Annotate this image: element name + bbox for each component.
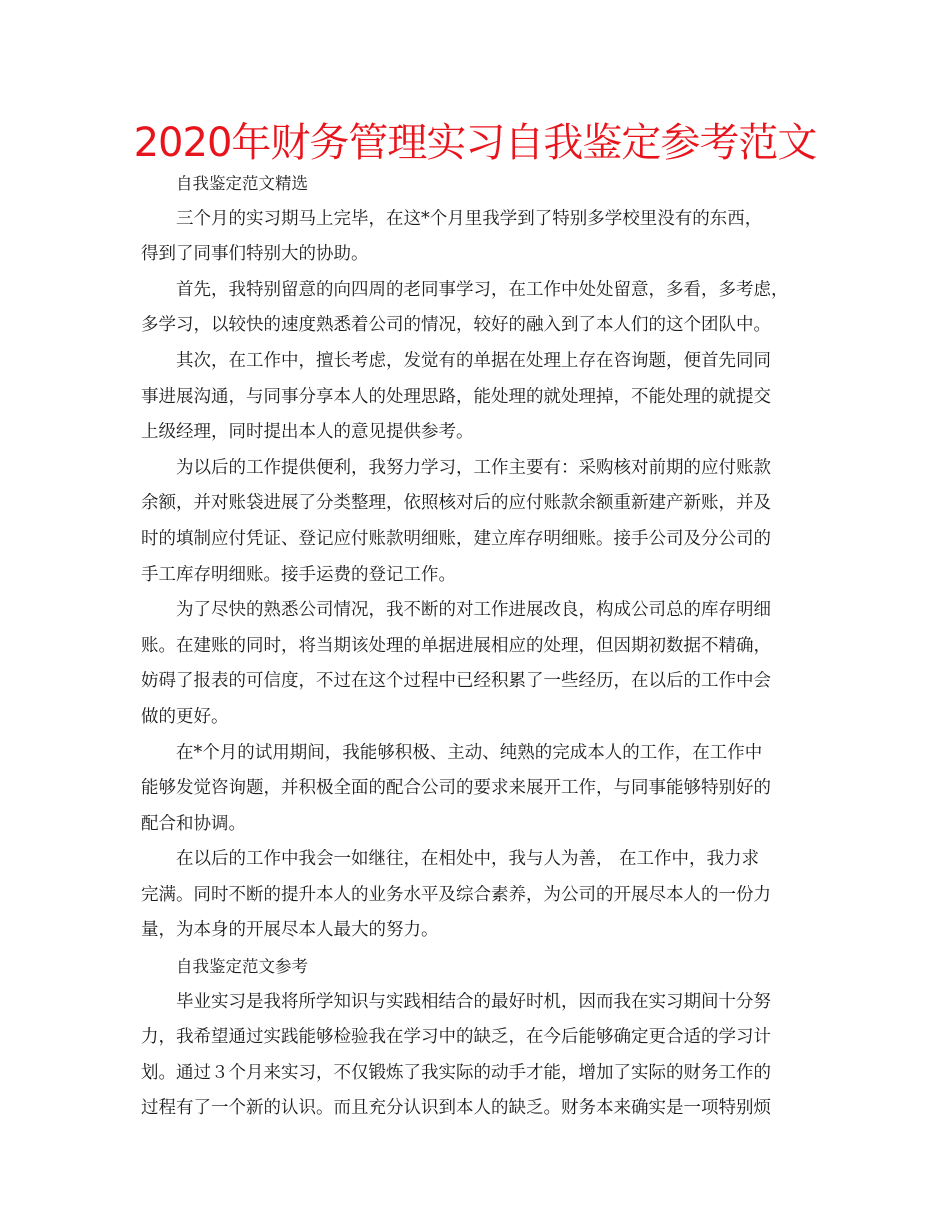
paragraph-line: 力，我希望通过实践能够检验我在学习中的缺乏，在今后能够确定更合适的学习计 [141, 1027, 771, 1048]
paragraph-line: 量，为本身的开展尽本人最大的努力。 [141, 920, 439, 941]
paragraph-line: 上级经理，同时提出本人的意见提供参考。 [141, 422, 474, 443]
paragraph-line: 三个月的实习期马上完毕，在这*个月里我学到了特别多学校里没有的东西， [176, 208, 763, 229]
paragraph-line: 得到了同事们特别大的协助。 [141, 244, 369, 265]
paragraph-line: 做的更好。 [141, 706, 229, 727]
document-body [141, 166, 821, 1127]
paragraph-line: 妨碍了报表的可信度，不过在这个过程中已经积累了一些经历，在以后的工作中会 [141, 671, 771, 692]
paragraph-line: 事进展沟通，与同事分享本人的处理思路，能处理的就处理掉，不能处理的就提交 [141, 386, 771, 407]
paragraph-line: 手工库存明细账。接手运费的登记工作。 [141, 564, 456, 585]
paragraph-line: 首先，我特别留意的向四周的老同事学习，在工作中处处留意，多看，多考虑， [176, 279, 789, 300]
paragraph-line: 其次，在工作中，擅长考虑，发觉有的单据在处理上存在咨询题，便首先同同 [176, 350, 771, 371]
paragraph-line: 余额，并对账袋进展了分类整理，依照核对后的应付账款余额重新建产新账，并及 [141, 493, 771, 514]
section-heading: 自我鉴定范文精选 [176, 174, 308, 193]
paragraph-line: 划。通过３个月来实习，不仅锻炼了我实际的动手才能，增加了实际的财务工作的 [141, 1062, 771, 1083]
paragraph-line: 账。在建账的同时，将当期该处理的单据进展相应的处理，但因期初数据不精确， [141, 635, 771, 656]
paragraph-line: 完满。同时不断的提升本人的业务水平及综合素养，为公司的开展尽本人的一份力 [141, 884, 771, 905]
paragraph-line: 为了尽快的熟悉公司情况，我不断的对工作进展改良，构成公司总的库存明细 [176, 600, 771, 621]
section-heading: 自我鉴定范文参考 [176, 957, 308, 977]
paragraph-line: 多学习，以较快的速度熟悉着公司的情况，较好的融入到了本人们的这个团队中。 [141, 315, 771, 336]
paragraph-line: 能够发觉咨询题，并积极全面的配合公司的要求来展开工作，与同事能够特别好的 [141, 778, 771, 799]
paragraph-line: 在*个月的试用期间，我能够积极、主动、纯熟的完成本人的工作，在工作中 [176, 742, 763, 763]
paragraph-line: 毕业实习是我将所学知识与实践相结合的最好时机，因而我在实习期间十分努 [176, 991, 771, 1012]
paragraph-line: 为以后的工作提供便利，我努力学习，工作主要有：采购核对前期的应付账款 [176, 457, 771, 478]
paragraph-line: 时的填制应付凭证、登记应付账款明细账，建立库存明细账。接手公司及分公司的 [141, 528, 771, 549]
document-title: 2020年财务管理实习自我鉴定参考范文 [133, 120, 817, 166]
paragraph-line: 配合和协调。 [141, 813, 246, 834]
paragraph-line: 过程有了一个新的认识。而且充分认识到本人的缺乏。财务本来确实是一项特别烦 [141, 1098, 771, 1119]
paragraph-line: 在以后的工作中我会一如继往，在相处中，我与人为善， 在工作中，我力求 [176, 849, 760, 870]
